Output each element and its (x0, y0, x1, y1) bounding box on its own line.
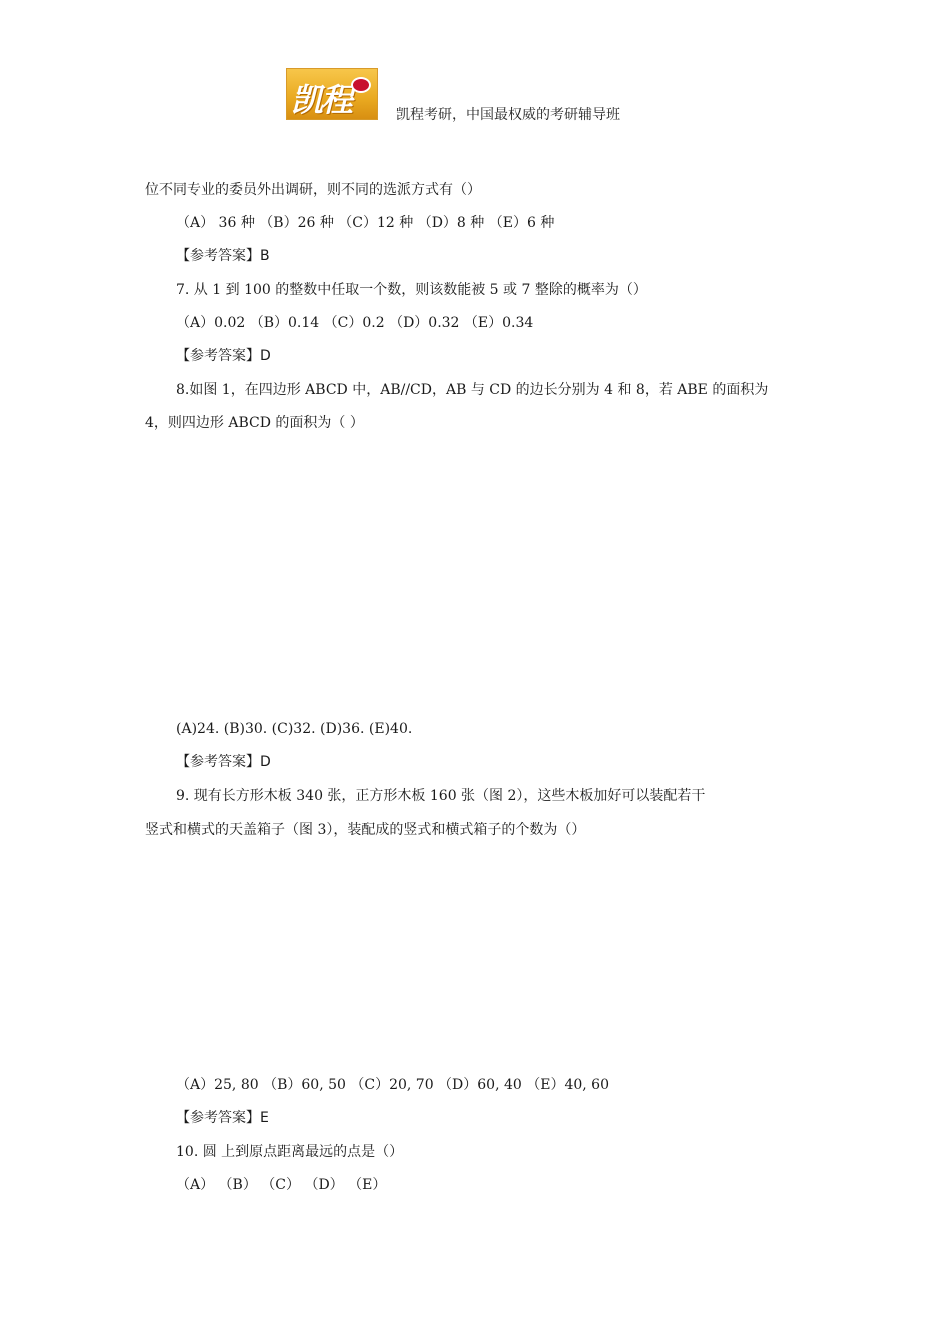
header-tagline: 凯程考研，中国最权威的考研辅导班 (396, 107, 620, 123)
question-8-stem-continued: 4，则四边形 ABCD 的面积为（ ） (145, 415, 364, 431)
kaicheng-logo (286, 68, 378, 120)
question-8-stem: 8.如图 1，在四边形 ABCD 中，AB//CD，AB 与 CD 的边长分别为 4 和 8，若 ABE 的面积为 (176, 382, 769, 398)
logo-red-dot-icon (351, 77, 371, 93)
question-10-options: （A） （B） （C） （D） （E） (176, 1177, 387, 1193)
logo-text: 凯程 (291, 81, 352, 119)
question-6-stem-continued: 位不同专业的委员外出调研，则不同的选派方式有（） (145, 182, 481, 198)
question-6-options: （A） 36 种 （B）26 种 （C）12 种 （D）8 种 （E）6 种 (176, 215, 555, 231)
question-6-answer: 【参考答案】B (176, 248, 270, 264)
question-7-answer: 【参考答案】D (176, 348, 271, 364)
question-9-options: （A）25, 80 （B）60, 50 （C）20, 70 （D）60, 40 （E）40, 60 (176, 1077, 610, 1093)
question-10-stem: 10. 圆 上到原点距离最远的点是（） (176, 1144, 404, 1160)
question-9-stem: 9. 现有长方形木板 340 张，正方形木板 160 张（图 2），这些木板加好可以装配若干 (176, 788, 706, 804)
question-9-stem-continued: 竖式和横式的天盖箱子（图 3），装配成的竖式和横式箱子的个数为（） (145, 822, 586, 838)
question-8-answer: 【参考答案】D (176, 754, 271, 770)
question-8-options: (A)24. (B)30. (C)32. (D)36. (E)40. (176, 721, 413, 737)
question-7-options: （A）0.02 （B）0.14 （C）0.2 （D）0.32 （E）0.34 (176, 315, 534, 331)
question-9-answer: 【参考答案】E (176, 1110, 269, 1126)
question-7-stem: 7. 从 1 到 100 的整数中任取一个数，则该数能被 5 或 7 整除的概率为（） (176, 282, 647, 298)
